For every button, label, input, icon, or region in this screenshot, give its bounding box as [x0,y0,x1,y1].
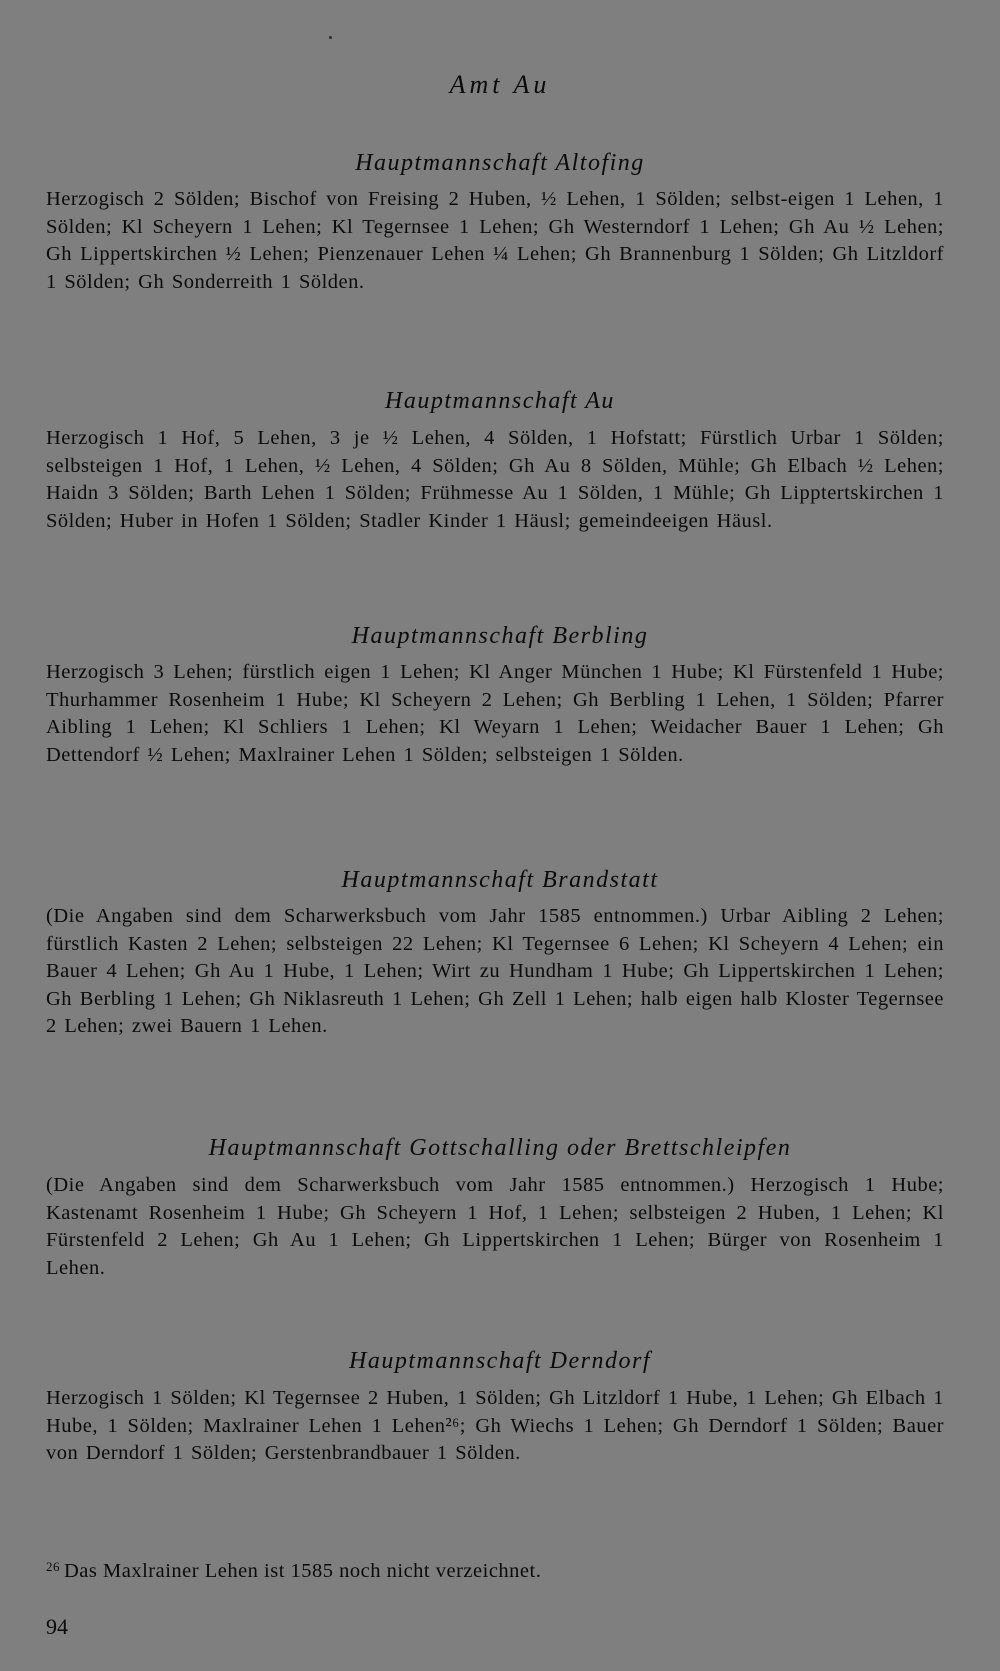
page-number: 94 [46,1614,68,1639]
footnote-text: Das Maxlrainer Lehen ist 1585 noch nicht verzeichnet. [64,1560,542,1582]
section-title-altofing: Hauptmannschaft Altofing [355,150,645,176]
section-title-gottschalling: Hauptmannschaft Gottschalling oder Brettschleipfen [208,1135,792,1161]
section-title-berbling: Hauptmannschaft Berbling [351,623,649,649]
section-body-gottschalling: (Die Angaben sind dem Scharwerksbuch vom Jahr 1585 entnommen.) Herzogisch 1 Hube; Kastenamt Rosenheim 1 Hube; Gh Scheyern 1 Hof, 1 Lehen; selbsteigen 2 Huben, 1 Lehen; Kl Fürstenfeld 2 Lehen; Gh Au 1 Lehen; Gh Lippertskirchen 1 Lehen; Bürger von Rosenheim 1 Lehen. [46,1174,944,1279]
section-title-au: Hauptmannschaft Au [385,388,615,414]
section-body-altofing: Herzogisch 2 Sölden; Bischof von Freising 2 Huben, ½ Lehen, 1 Sölden; selbst-eigen 1 Lehen, 1 Sölden; Kl Scheyern 1 Lehen; Kl Tegernsee 1 Lehen; Gh Westerndorf 1 Lehen; Gh Au ½ Lehen; Gh Lippertskirchen ½ Lehen; Pienzenauer Lehen ¼ Lehen; Gh Brannenburg 1 Sölden; Gh Litzldorf 1 Sölden; Gh Sonderreith 1 Sölden. [46,188,944,293]
print-speck [329,36,332,39]
footnote [46,1553,944,1585]
page-title: Amt Au [449,70,551,99]
section-title-derndorf: Hauptmannschaft Derndorf [349,1348,651,1374]
section-body-berbling: Herzogisch 3 Lehen; fürstlich eigen 1 Lehen; Kl Anger München 1 Hube; Kl Fürstenfeld 1 Hube; Thurhammer Rosenheim 1 Hube; Kl Scheyern 2 Lehen; Gh Berbling 1 Lehen, 1 Sölden; Pfarrer Aibling 1 Lehen; Kl Schliers 1 Lehen; Kl Weyarn 1 Lehen; Weidacher Bauer 1 Lehen; Gh Dettendorf ½ Lehen; Maxlrainer Lehen 1 Sölden; selbsteigen 1 Sölden. [46,661,944,766]
section-body-derndorf: Herzogisch 1 Sölden; Kl Tegernsee 2 Huben, 1 Sölden; Gh Litzldorf 1 Hube, 1 Lehen; Gh Elbach 1 Hube, 1 Sölden; Maxlrainer Lehen 1 Lehen²⁶; Gh Wiechs 1 Lehen; Gh Derndorf 1 Sölden; Bauer von Derndorf 1 Sölden; Gerstenbrandbauer 1 Sölden. [46,1387,944,1465]
section-body-brandstatt: (Die Angaben sind dem Scharwerksbuch vom Jahr 1585 entnommen.) Urbar Aibling 2 Lehen; fürstlich Kasten 2 Lehen; selbsteigen 22 Lehen; Kl Tegernsee 6 Lehen; Kl Scheyern 4 Lehen; ein Bauer 4 Lehen; Gh Au 1 Hube, 1 Lehen; Wirt zu Hundham 1 Hube; Gh Lippertskirchen 1 Lehen; Gh Berbling 1 Lehen; Gh Niklasreuth 1 Lehen; Gh Zell 1 Lehen; halb eigen halb Kloster Tegernsee 2 Lehen; zwei Bauern 1 Lehen. [46,905,944,1038]
section-body-au: Herzogisch 1 Hof, 5 Lehen, 3 je ½ Lehen, 4 Sölden, 1 Hofstatt; Fürstlich Urbar 1 Sölden; selbsteigen 1 Hof, 1 Lehen, ½ Lehen, 4 Sölden; Gh Au 8 Sölden, Mühle; Gh Elbach ½ Lehen; Haidn 3 Sölden; Barth Lehen 1 Sölden; Frühmesse Au 1 Sölden, 1 Mühle; Gh Lipptertskirchen 1 Sölden; Huber in Hofen 1 Sölden; Stadler Kinder 1 Häusl; gemeindeeigen Häusl. [46,427,944,532]
section-title-brandstatt: Hauptmannschaft Brandstatt [341,867,659,893]
footnote-number: 26 [46,1559,60,1574]
